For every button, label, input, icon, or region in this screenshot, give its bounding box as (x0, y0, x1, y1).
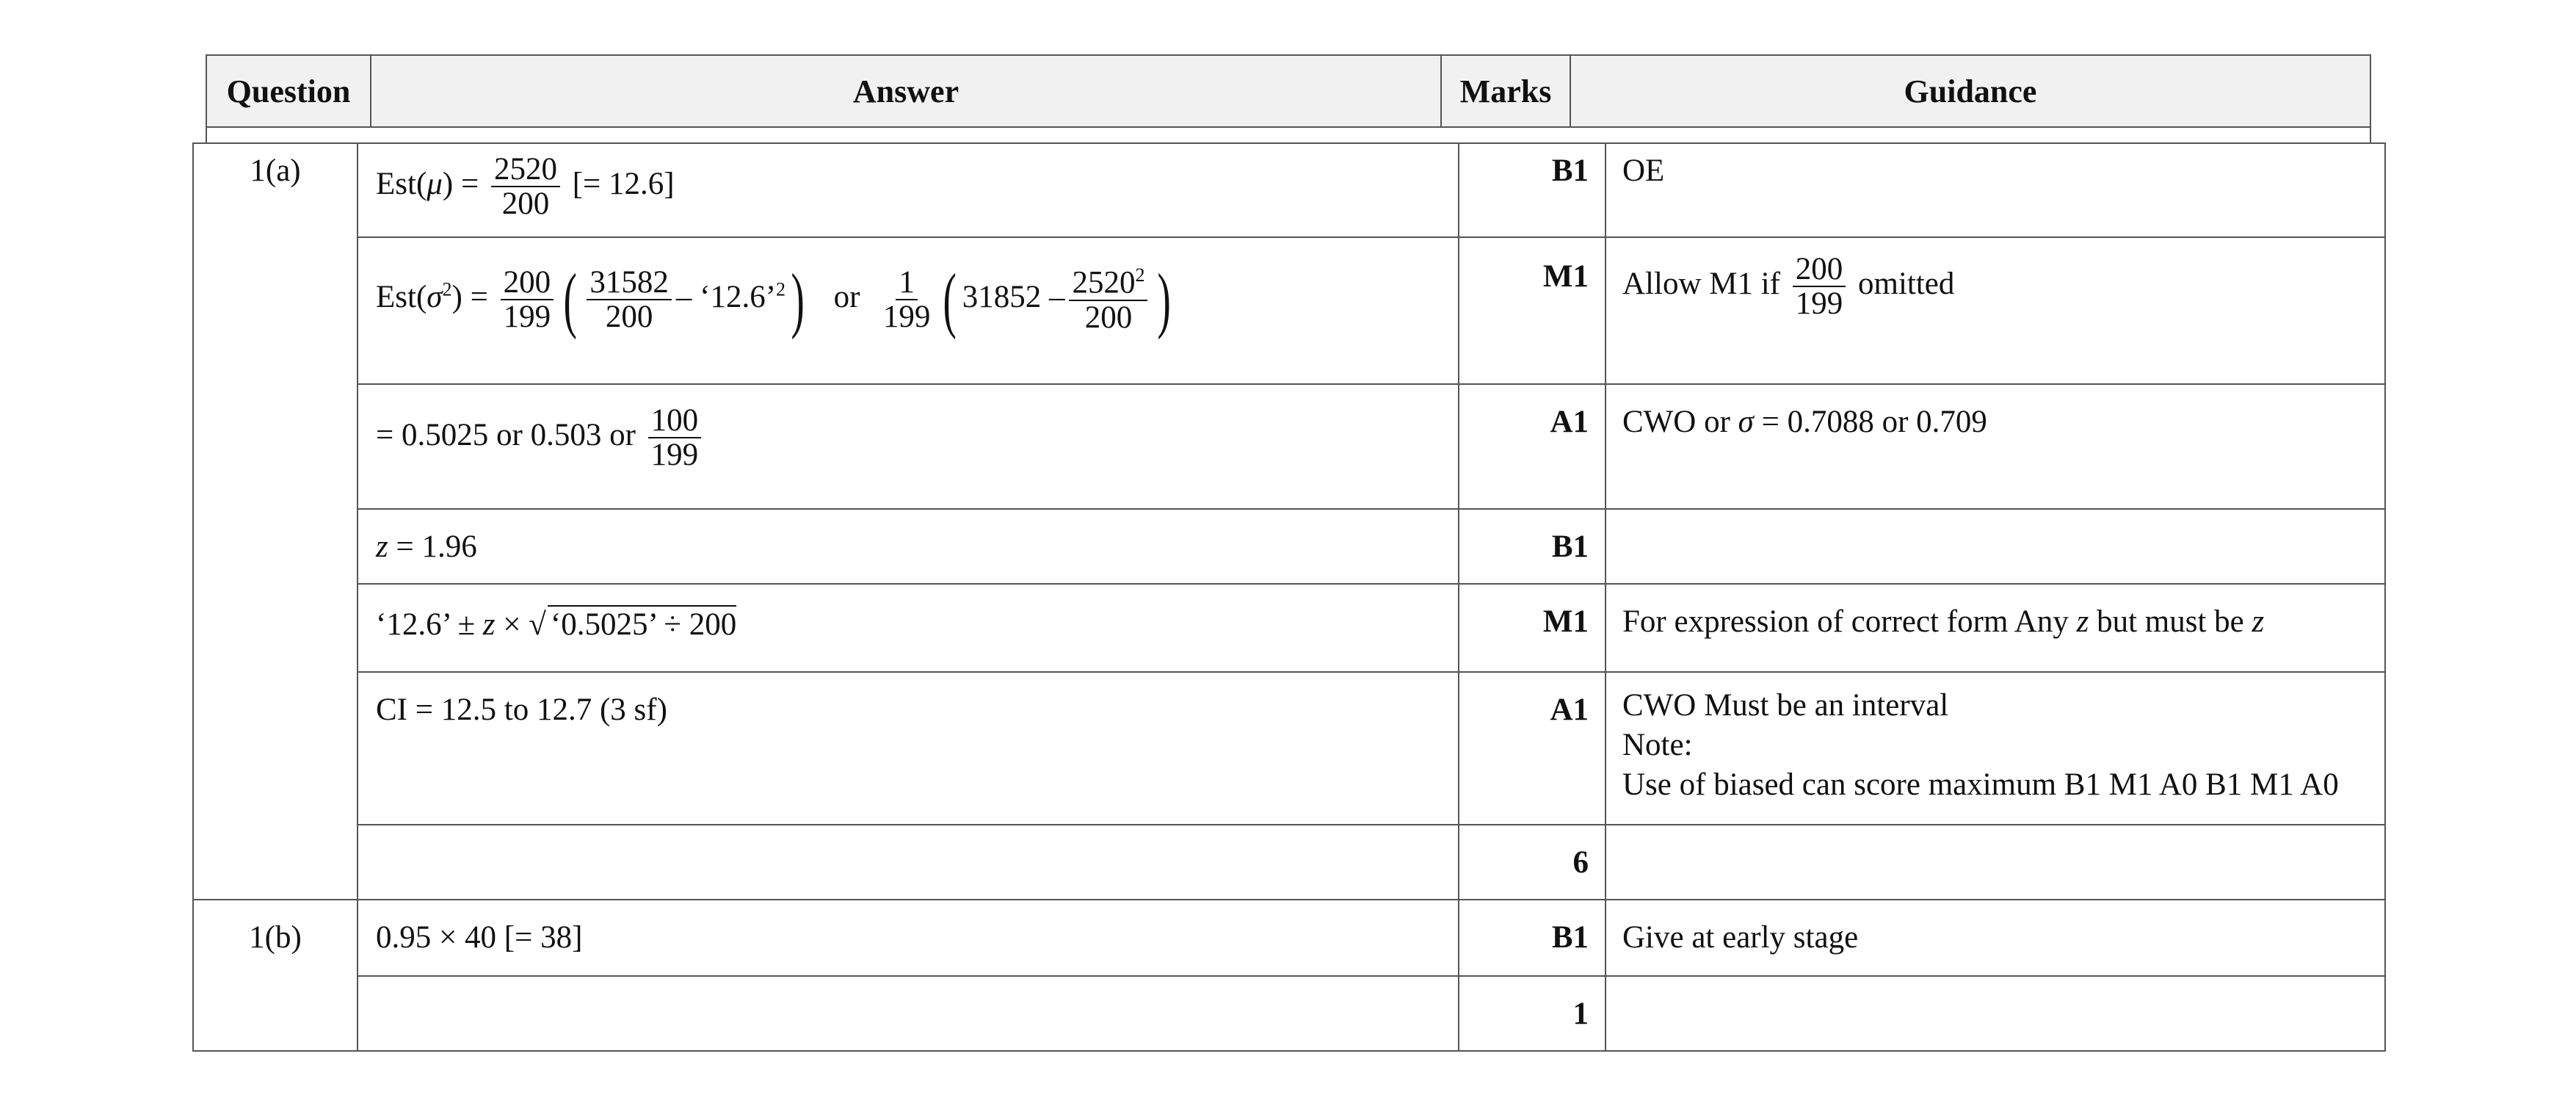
sigma-symbol: σ (427, 279, 443, 314)
answer-cell (358, 384, 1459, 509)
denominator: 199 (503, 300, 551, 334)
guidance-text: For expression of correct form Any (1622, 604, 2069, 639)
header-divider (2370, 126, 2371, 142)
numerator (1069, 265, 1147, 300)
denominator: 199 (650, 438, 699, 473)
answer-text: Est( (376, 279, 427, 314)
sqrt-sign: √ (529, 607, 546, 642)
superscript: 2 (776, 278, 786, 300)
denominator: 200 (501, 187, 550, 222)
guidance-cell (1606, 509, 2385, 584)
guidance-text: CWO or (1622, 405, 1730, 439)
header-divider (206, 126, 207, 142)
guidance-cell (1606, 976, 2385, 1051)
answer-text: Est( (376, 167, 427, 202)
header-answer: Answer (370, 56, 1440, 126)
answer-text: [= 12.6] (572, 167, 675, 202)
paren: ( (943, 259, 957, 340)
guidance-cell (1606, 237, 2385, 384)
numerator: 200 (501, 266, 554, 300)
table-row (193, 384, 2385, 509)
superscript: 2 (1135, 264, 1145, 286)
numerator: 200 (1793, 253, 1846, 287)
sigma-symbol: σ (1738, 405, 1754, 439)
answer-text: or (833, 279, 860, 314)
z-symbol: z (2252, 604, 2265, 639)
mark-cell: B1 (1459, 143, 1606, 237)
header-marks: Marks (1440, 56, 1570, 126)
answer-cell (358, 237, 1459, 384)
fraction (491, 153, 560, 220)
mu-symbol: μ (427, 167, 443, 202)
answer-text: = 0.5025 or 0.503 or (376, 418, 636, 453)
guidance-text: Note: (1622, 728, 1693, 762)
mark-cell: B1 (1459, 900, 1606, 976)
numerator: 100 (648, 404, 702, 438)
answer-text: ) = (442, 167, 479, 202)
guidance-cell (1606, 384, 2385, 509)
guidance-cell (1606, 672, 2385, 825)
answer-cell (358, 143, 1459, 237)
z-symbol: z (376, 529, 388, 564)
numerator-value: 2520 (1072, 265, 1136, 300)
table-row (193, 584, 2385, 672)
denominator: 199 (1795, 286, 1843, 322)
paren: ) (791, 259, 805, 340)
fraction (501, 266, 554, 333)
header-question: Question (226, 73, 351, 109)
answer-cell (358, 509, 1459, 584)
sqrt-content: ‘0.5025’ ÷ 200 (548, 605, 736, 643)
paren: ( (563, 259, 577, 340)
denominator: 199 (882, 300, 931, 334)
denominator: 200 (605, 300, 653, 334)
table-row (193, 672, 2385, 825)
mark-cell: B1 (1459, 509, 1606, 584)
answer-text: ) = (451, 279, 488, 314)
answer-cell (358, 584, 1459, 672)
fraction (1069, 265, 1147, 334)
table-row (193, 825, 2385, 900)
superscript: 2 (442, 278, 452, 300)
answer-cell: 0.95 × 40 [= 38] (358, 900, 1459, 976)
question-label: 1(a) (193, 143, 358, 900)
answer-text: 31852 – (962, 279, 1065, 314)
mark-total: 1 (1459, 976, 1606, 1051)
guidance-text: Use of biased can score maximum B1 M1 A0 B1 M1 A0 (1622, 767, 2339, 802)
mark-scheme-table (192, 142, 2386, 1052)
denominator: 200 (1084, 300, 1133, 335)
guidance-cell: Give at early stage (1606, 900, 2385, 976)
mark-total: 6 (1459, 825, 1606, 900)
guidance-text: omitted (1858, 267, 1955, 302)
z-symbol: z (482, 607, 496, 642)
mark-cell: A1 (1459, 672, 1606, 825)
mark-cell: M1 (1459, 237, 1606, 384)
guidance-text: but must be (2097, 604, 2244, 639)
numerator: 31582 (587, 266, 672, 300)
table-row (193, 976, 2385, 1051)
z-symbol: z (2076, 604, 2089, 639)
table-row (193, 900, 2385, 976)
numerator: 1 (896, 266, 918, 300)
guidance-text: Allow M1 if (1622, 267, 1780, 302)
table-row (193, 237, 2385, 384)
answer-text: = 1.96 (396, 529, 477, 564)
table-header (206, 54, 2371, 128)
answer-text: × (503, 607, 521, 642)
answer-cell: CI = 12.5 to 12.7 (3 sf) (358, 672, 1459, 825)
fraction (648, 404, 702, 471)
answer-cell (358, 825, 1459, 900)
numerator: 2520 (491, 153, 560, 187)
guidance-cell (1606, 584, 2385, 672)
fraction (587, 266, 672, 333)
fraction (1793, 253, 1846, 320)
answer-cell (358, 976, 1459, 1051)
mark-cell: A1 (1459, 384, 1606, 509)
mark-cell: M1 (1459, 584, 1606, 672)
table-row (193, 143, 2385, 237)
answer-text: – ‘12.6’ (675, 279, 777, 314)
guidance-text: = 0.7088 or 0.709 (1761, 405, 1987, 439)
fraction (880, 266, 934, 333)
header-guidance: Guidance (1570, 56, 2370, 126)
question-label: 1(b) (193, 900, 358, 1051)
table-row (193, 509, 2385, 584)
guidance-text: CWO Must be an interval (1622, 688, 1949, 723)
guidance-cell: OE (1606, 143, 2385, 237)
guidance-cell (1606, 825, 2385, 900)
answer-text: ‘12.6’ ± (376, 607, 476, 642)
paren: ) (1157, 259, 1172, 340)
